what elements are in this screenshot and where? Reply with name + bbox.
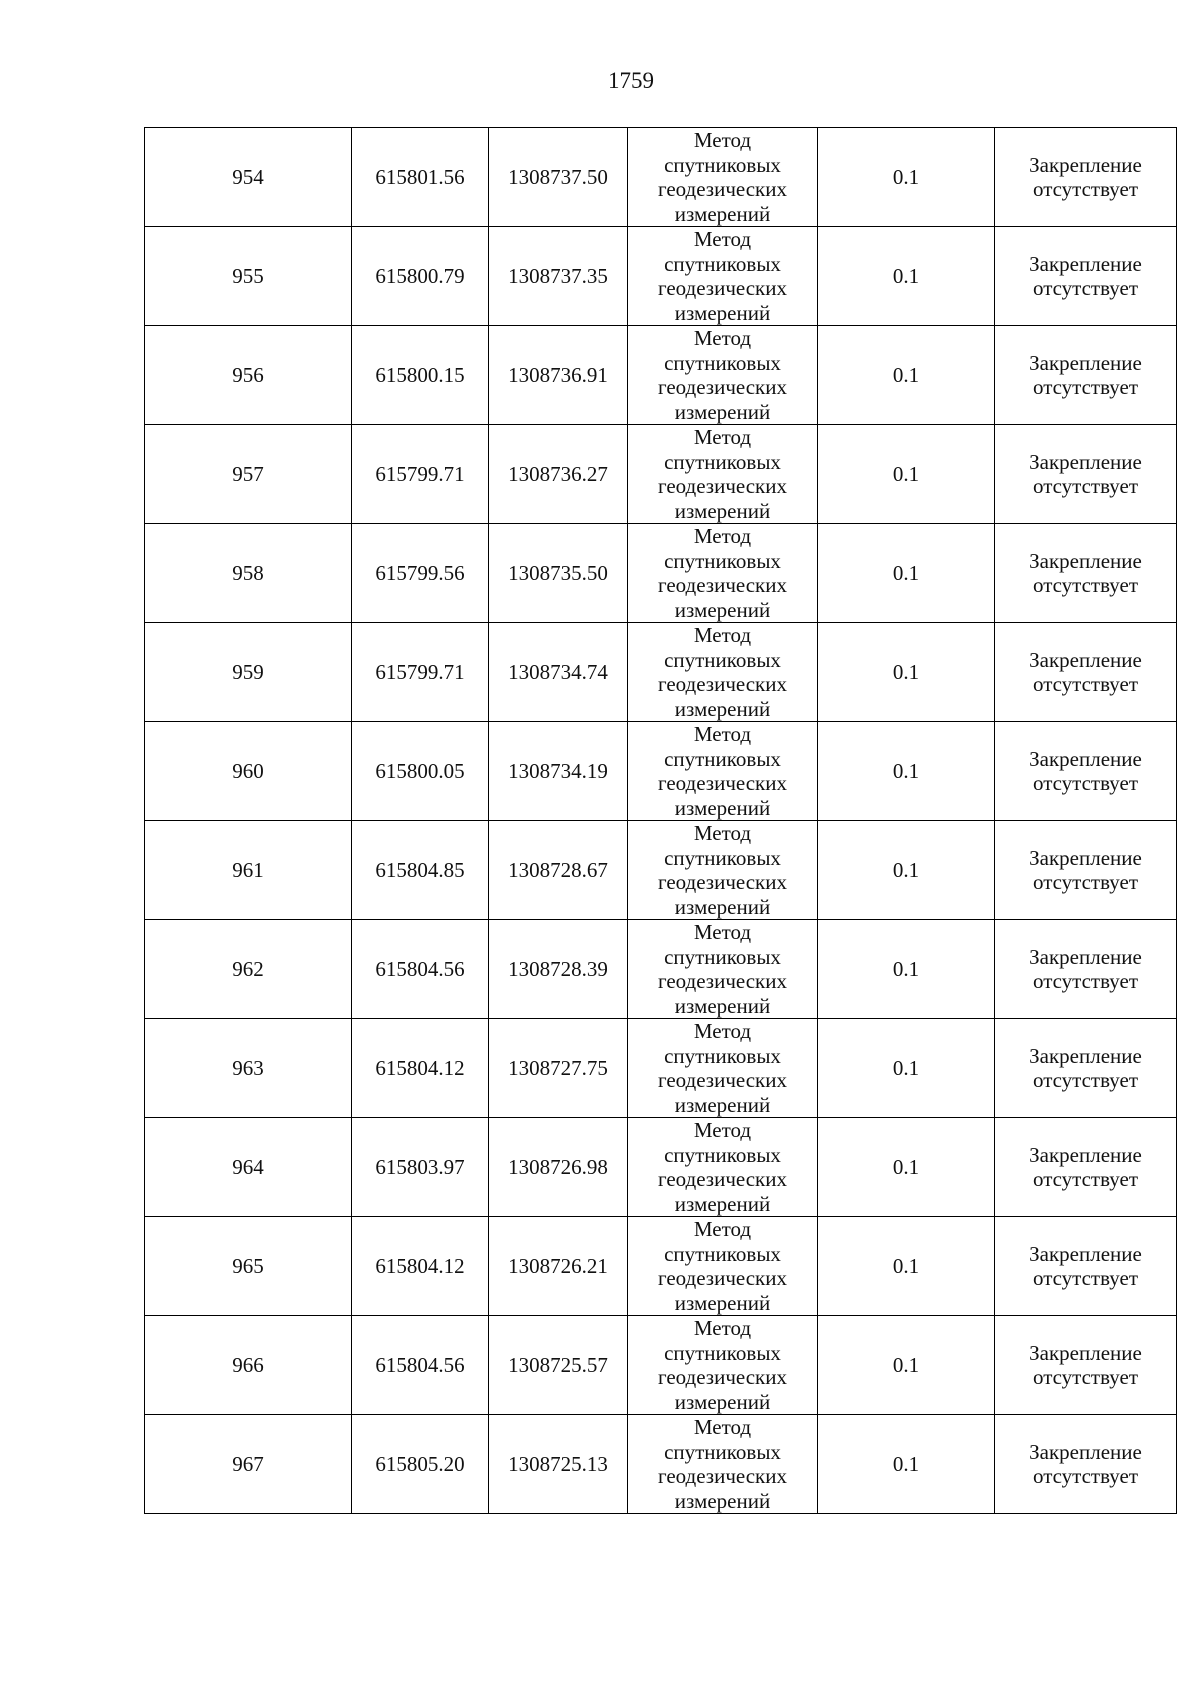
method-line: геодезических: [657, 474, 787, 498]
accuracy-cell: 0.1: [818, 128, 995, 227]
point-number-cell: 961: [145, 821, 352, 920]
x-coordinate-cell: 615800.79: [352, 227, 489, 326]
method-line: спутниковых: [664, 746, 781, 771]
fixation-cell: [995, 128, 1177, 227]
fixation-line: отсутствует: [1032, 969, 1139, 993]
method-cell: [628, 1316, 818, 1415]
method-line: Метод: [693, 227, 752, 251]
fixation-line: Закрепление: [1029, 152, 1142, 177]
method-line: геодезических: [657, 276, 787, 300]
method-line: спутниковых: [664, 1241, 781, 1266]
y-coordinate-cell: 1308728.39: [489, 920, 628, 1019]
fixation-line: Закрепление: [1029, 647, 1142, 672]
table-row: [145, 1316, 1177, 1415]
method-line: Метод: [693, 1118, 752, 1142]
fixation-line: отсутствует: [1032, 771, 1139, 795]
method-line: геодезических: [657, 375, 787, 399]
table-row: [145, 227, 1177, 326]
x-coordinate-cell: 615799.56: [352, 524, 489, 623]
x-coordinate-cell: 615804.85: [352, 821, 489, 920]
fixation-line: Закрепление: [1029, 548, 1142, 573]
accuracy-cell: 0.1: [818, 227, 995, 326]
method-line: измерений: [674, 1488, 771, 1513]
accuracy-cell: 0.1: [818, 1019, 995, 1118]
x-coordinate-cell: 615804.56: [352, 920, 489, 1019]
table-row: [145, 326, 1177, 425]
method-line: геодезических: [657, 1464, 787, 1488]
fixation-cell: [995, 1316, 1177, 1415]
fixation-line: отсутствует: [1032, 1068, 1139, 1092]
y-coordinate-cell: 1308725.13: [489, 1415, 628, 1514]
fixation-line: Закрепление: [1029, 1142, 1142, 1167]
fixation-line: Закрепление: [1029, 944, 1142, 969]
fixation-line: отсутствует: [1032, 276, 1139, 300]
fixation-cell: [995, 1019, 1177, 1118]
point-number-cell: 959: [145, 623, 352, 722]
fixation-line: Закрепление: [1029, 449, 1142, 474]
fixation-line: отсутствует: [1032, 177, 1139, 201]
method-line: геодезических: [657, 1068, 787, 1092]
method-line: Метод: [693, 1415, 752, 1439]
method-cell: [628, 1415, 818, 1514]
fixation-cell: [995, 227, 1177, 326]
method-line: измерений: [674, 795, 771, 820]
y-coordinate-cell: 1308727.75: [489, 1019, 628, 1118]
accuracy-cell: 0.1: [818, 425, 995, 524]
method-cell: [628, 722, 818, 821]
method-line: геодезических: [657, 1167, 787, 1191]
x-coordinate-cell: 615800.15: [352, 326, 489, 425]
accuracy-cell: 0.1: [818, 326, 995, 425]
table-row: [145, 425, 1177, 524]
method-line: Метод: [693, 128, 752, 152]
x-coordinate-cell: 615804.56: [352, 1316, 489, 1415]
point-number-cell: 958: [145, 524, 352, 623]
fixation-line: отсутствует: [1032, 1266, 1139, 1290]
fixation-line: отсутствует: [1032, 870, 1139, 894]
method-line: геодезических: [657, 771, 787, 795]
point-number-cell: 966: [145, 1316, 352, 1415]
y-coordinate-cell: 1308736.91: [489, 326, 628, 425]
point-number-cell: 963: [145, 1019, 352, 1118]
method-line: измерений: [674, 201, 771, 226]
y-coordinate-cell: 1308726.21: [489, 1217, 628, 1316]
method-line: геодезических: [657, 573, 787, 597]
x-coordinate-cell: 615804.12: [352, 1217, 489, 1316]
table-row: [145, 1118, 1177, 1217]
method-line: Метод: [693, 1217, 752, 1241]
fixation-line: отсутствует: [1032, 474, 1139, 498]
method-cell: [628, 1217, 818, 1316]
fixation-cell: [995, 425, 1177, 524]
method-cell: [628, 524, 818, 623]
method-line: спутниковых: [664, 1340, 781, 1365]
accuracy-cell: 0.1: [818, 1316, 995, 1415]
method-line: измерений: [674, 696, 771, 721]
point-number-cell: 956: [145, 326, 352, 425]
accuracy-cell: 0.1: [818, 524, 995, 623]
point-number-cell: 967: [145, 1415, 352, 1514]
fixation-line: отсутствует: [1032, 1464, 1139, 1488]
method-cell: [628, 425, 818, 524]
method-line: геодезических: [657, 1365, 787, 1389]
fixation-line: отсутствует: [1032, 1365, 1139, 1389]
fixation-line: Закрепление: [1029, 1340, 1142, 1365]
method-line: Метод: [693, 425, 752, 449]
fixation-cell: [995, 722, 1177, 821]
fixation-line: Закрепление: [1029, 251, 1142, 276]
method-line: Метод: [693, 623, 752, 647]
method-line: Метод: [693, 524, 752, 548]
method-line: Метод: [693, 1019, 752, 1043]
method-line: измерений: [674, 1389, 771, 1414]
y-coordinate-cell: 1308728.67: [489, 821, 628, 920]
y-coordinate-cell: 1308737.35: [489, 227, 628, 326]
fixation-cell: [995, 1415, 1177, 1514]
method-cell: [628, 821, 818, 920]
accuracy-cell: 0.1: [818, 1118, 995, 1217]
method-line: геодезических: [657, 672, 787, 696]
method-line: измерений: [674, 1092, 771, 1117]
point-number-cell: 957: [145, 425, 352, 524]
table-row: [145, 623, 1177, 722]
method-line: измерений: [674, 993, 771, 1018]
x-coordinate-cell: 615799.71: [352, 425, 489, 524]
fixation-line: Закрепление: [1029, 350, 1142, 375]
fixation-line: отсутствует: [1032, 1167, 1139, 1191]
y-coordinate-cell: 1308737.50: [489, 128, 628, 227]
table-row: [145, 1217, 1177, 1316]
point-number-cell: 965: [145, 1217, 352, 1316]
coordinates-table: [144, 127, 1177, 1514]
point-number-cell: 954: [145, 128, 352, 227]
y-coordinate-cell: 1308736.27: [489, 425, 628, 524]
method-line: спутниковых: [664, 251, 781, 276]
table-row: [145, 524, 1177, 623]
fixation-line: Закрепление: [1029, 1241, 1142, 1266]
x-coordinate-cell: 615803.97: [352, 1118, 489, 1217]
accuracy-cell: 0.1: [818, 821, 995, 920]
y-coordinate-cell: 1308734.74: [489, 623, 628, 722]
method-cell: [628, 1019, 818, 1118]
page-number: 1759: [608, 68, 654, 93]
accuracy-cell: 0.1: [818, 920, 995, 1019]
fixation-line: Закрепление: [1029, 1439, 1142, 1464]
method-line: Метод: [693, 920, 752, 944]
method-line: спутниковых: [664, 350, 781, 375]
method-line: спутниковых: [664, 944, 781, 969]
method-line: измерений: [674, 894, 771, 919]
method-line: измерений: [674, 1191, 771, 1216]
method-line: геодезических: [657, 969, 787, 993]
method-line: спутниковых: [664, 152, 781, 177]
fixation-cell: [995, 623, 1177, 722]
fixation-cell: [995, 1118, 1177, 1217]
accuracy-cell: 0.1: [818, 1415, 995, 1514]
x-coordinate-cell: 615804.12: [352, 1019, 489, 1118]
fixation-cell: [995, 326, 1177, 425]
method-cell: [628, 1118, 818, 1217]
table-row: [145, 821, 1177, 920]
y-coordinate-cell: 1308734.19: [489, 722, 628, 821]
x-coordinate-cell: 615800.05: [352, 722, 489, 821]
x-coordinate-cell: 615799.71: [352, 623, 489, 722]
method-line: спутниковых: [664, 449, 781, 474]
accuracy-cell: 0.1: [818, 1217, 995, 1316]
method-cell: [628, 623, 818, 722]
fixation-line: отсутствует: [1032, 672, 1139, 696]
method-line: измерений: [674, 498, 771, 523]
method-line: спутниковых: [664, 1142, 781, 1167]
fixation-cell: [995, 524, 1177, 623]
fixation-line: Закрепление: [1029, 845, 1142, 870]
y-coordinate-cell: 1308725.57: [489, 1316, 628, 1415]
method-line: спутниковых: [664, 845, 781, 870]
accuracy-cell: 0.1: [818, 623, 995, 722]
method-line: Метод: [693, 722, 752, 746]
fixation-cell: [995, 1217, 1177, 1316]
table-row: [145, 722, 1177, 821]
method-line: геодезических: [657, 870, 787, 894]
method-line: измерений: [674, 399, 771, 424]
method-cell: [628, 128, 818, 227]
method-line: Метод: [693, 821, 752, 845]
x-coordinate-cell: 615805.20: [352, 1415, 489, 1514]
method-line: спутниковых: [664, 1043, 781, 1068]
method-cell: [628, 227, 818, 326]
method-cell: [628, 920, 818, 1019]
table-row: [145, 920, 1177, 1019]
method-cell: [628, 326, 818, 425]
method-line: геодезических: [657, 177, 787, 201]
point-number-cell: 960: [145, 722, 352, 821]
point-number-cell: 955: [145, 227, 352, 326]
y-coordinate-cell: 1308726.98: [489, 1118, 628, 1217]
table-row: [145, 1019, 1177, 1118]
fixation-cell: [995, 821, 1177, 920]
method-line: измерений: [674, 300, 771, 325]
point-number-cell: 962: [145, 920, 352, 1019]
fixation-line: Закрепление: [1029, 1043, 1142, 1068]
table-row: [145, 1415, 1177, 1514]
fixation-line: Закрепление: [1029, 746, 1142, 771]
fixation-line: отсутствует: [1032, 375, 1139, 399]
method-line: спутниковых: [664, 647, 781, 672]
method-line: спутниковых: [664, 1439, 781, 1464]
accuracy-cell: 0.1: [818, 722, 995, 821]
x-coordinate-cell: 615801.56: [352, 128, 489, 227]
method-line: измерений: [674, 597, 771, 622]
fixation-line: отсутствует: [1032, 573, 1139, 597]
method-line: геодезических: [657, 1266, 787, 1290]
fixation-cell: [995, 920, 1177, 1019]
y-coordinate-cell: 1308735.50: [489, 524, 628, 623]
method-line: Метод: [693, 326, 752, 350]
method-line: измерений: [674, 1290, 771, 1315]
table-row: [145, 128, 1177, 227]
method-line: Метод: [693, 1316, 752, 1340]
method-line: спутниковых: [664, 548, 781, 573]
coordinates-table-body: [145, 128, 1177, 1514]
point-number-cell: 964: [145, 1118, 352, 1217]
